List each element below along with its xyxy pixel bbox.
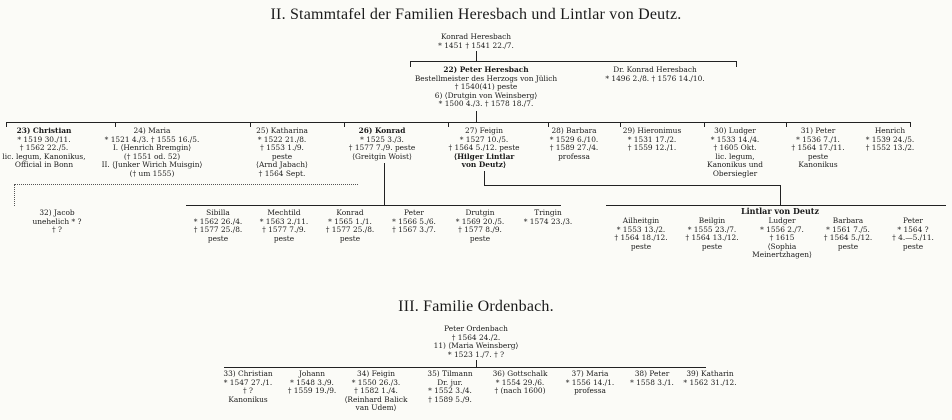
name: 29) Hieronimus xyxy=(622,126,682,135)
birth: * 1522 21./8. xyxy=(257,134,307,144)
tick xyxy=(448,122,449,127)
birth: * 1525 3./3. xyxy=(360,134,404,144)
line-children-bar xyxy=(6,122,910,123)
birth: * 1552 3./4. xyxy=(428,386,472,396)
name: 32) Jacob xyxy=(39,208,75,217)
person-konrad-jr xyxy=(326,209,375,243)
note: Official in Bonn xyxy=(14,160,74,170)
dates: * 1521 4./3. † 1555 16./5. xyxy=(104,134,200,144)
birth: unehelich * ? xyxy=(32,216,82,226)
tick xyxy=(620,122,621,127)
name: Tringin xyxy=(534,208,562,217)
death: † 1559 12./1. xyxy=(627,143,677,153)
line-to-drkonrad xyxy=(736,61,737,67)
note: peste xyxy=(469,233,491,243)
name: Ailheitgin xyxy=(622,216,660,225)
person-feigin xyxy=(448,127,519,170)
person-ludger-lintlar xyxy=(752,217,812,260)
note: Kanonikus xyxy=(228,394,268,404)
person-ailheitgin xyxy=(614,217,667,251)
death: † 1605 Okt. xyxy=(713,143,757,153)
birth: * 1562 26./4. xyxy=(193,216,243,226)
death: † 1552 13./2. xyxy=(865,143,915,153)
line-lintlar-down xyxy=(780,185,781,205)
death: † 4.—5./11. xyxy=(892,233,934,243)
note: peste xyxy=(271,151,293,161)
note: peste xyxy=(701,241,723,251)
birth: * 1569 20./5. xyxy=(455,216,505,226)
person-maria-ordenbach xyxy=(566,370,615,396)
name: 38) Peter xyxy=(634,369,670,378)
name: 28) Barbara xyxy=(551,126,597,135)
tick xyxy=(704,122,705,127)
name: Barbara xyxy=(832,216,864,225)
line-konrad-children-bar xyxy=(186,205,561,206)
person-peter-lintlar xyxy=(892,217,934,251)
person-ludger xyxy=(707,127,763,179)
person-peter-31 xyxy=(791,127,844,170)
line-root-bar xyxy=(410,61,736,62)
person-beilgin xyxy=(685,217,738,251)
tick xyxy=(115,122,116,127)
birth: * 1553 13./2. xyxy=(616,224,666,234)
birth: * 1555 23./7. xyxy=(687,224,737,234)
note: lic. legum, xyxy=(715,151,755,161)
spouse: ⟨Hilger Lintlar xyxy=(453,151,515,161)
person-hieronimus xyxy=(623,127,682,153)
person-konrad xyxy=(349,127,415,161)
spouse: ⟨Arnd Jabach⟩ xyxy=(256,160,308,170)
name: 23) Christian xyxy=(16,126,72,135)
person-johann-ordenbach xyxy=(288,370,337,396)
name: 37) Maria xyxy=(571,369,609,378)
spouse-death: († 1551 od. 52) xyxy=(123,151,181,161)
note: professa xyxy=(574,386,606,396)
birth: * 1533 14./4. xyxy=(710,134,760,144)
person-drutgin xyxy=(456,209,505,243)
death: † 1564 18./12. xyxy=(614,233,668,243)
birth: * 1519 30./11. xyxy=(17,134,71,144)
person-christian xyxy=(2,127,85,170)
name: 25) Katharina xyxy=(256,126,308,135)
spouse: von Deutz⟩ xyxy=(461,160,507,170)
spouse: 11) ⟨Maria Weinsberg⟩ xyxy=(433,341,519,351)
person-christian-ordenbach xyxy=(223,370,272,404)
name: 27) Feigin xyxy=(465,126,503,135)
birth: * 1565 1./1. xyxy=(328,216,372,226)
person-dr-konrad-heresbach xyxy=(605,66,704,83)
birth: * 1564 ? xyxy=(897,224,929,234)
note: peste xyxy=(339,233,361,243)
name: Ludger xyxy=(768,216,796,225)
note: peste xyxy=(902,241,924,251)
person-mechtild xyxy=(260,209,309,243)
death: † 1577 25./8. xyxy=(325,225,375,235)
spouse: van Udem⟩ xyxy=(355,403,397,413)
note: lic. legum, Kanonikus, xyxy=(2,151,86,161)
note: peste xyxy=(273,233,295,243)
birth: * 1548 3./9. xyxy=(290,377,334,387)
person-peter-heresbach xyxy=(415,66,557,109)
birth: * 1558 3./1. xyxy=(630,377,674,387)
name: 30) Ludger xyxy=(714,126,756,135)
line-konrad-down xyxy=(384,163,385,205)
tick xyxy=(250,122,251,127)
note: Kanonikus und xyxy=(707,160,763,170)
dates: * 1496 2./8. † 1576 14./10. xyxy=(605,73,705,83)
person-katharina xyxy=(256,127,308,179)
spouse: ⟨Reinhard Balick xyxy=(344,394,408,404)
death: † 1615 xyxy=(769,233,795,243)
birth: * 1556 2./7. xyxy=(760,224,804,234)
name: 35) Tilmann xyxy=(427,369,473,378)
person-konrad-heresbach xyxy=(438,33,514,50)
name: Henrich xyxy=(874,126,906,135)
death: † 1540(41) peste xyxy=(454,82,518,92)
birth: * 1536 7./1. xyxy=(796,134,840,144)
person-gottschalk-ordenbach xyxy=(493,370,548,396)
spouse: ⟨Sophia xyxy=(767,241,797,251)
birth: * 1531 17./2. xyxy=(627,134,677,144)
title: Dr. jur. xyxy=(437,377,463,387)
death: † 1564 5./12. peste xyxy=(448,143,520,153)
name: Konrad xyxy=(336,208,364,217)
death: † 1564 5./12. xyxy=(823,233,873,243)
name: Dr. Konrad Heresbach xyxy=(613,65,697,74)
name: 31) Peter xyxy=(800,126,836,135)
death: † 1582 1./4. xyxy=(354,386,398,396)
name: Mechtild xyxy=(267,208,301,217)
birth: * 1566 5./6. xyxy=(392,216,436,226)
line-lintlar-bar xyxy=(606,205,946,206)
note: Kanonikus xyxy=(798,160,838,170)
section2-title: II. Stammtafel der Familien Heresbach und Lintlar von Deutz. xyxy=(270,6,682,23)
death: † 1564 13./12. xyxy=(685,233,739,243)
person-barbara xyxy=(550,127,599,161)
birth: * 1574 23./3. xyxy=(523,216,573,226)
birth: * 1556 14./1. xyxy=(565,377,615,387)
tick xyxy=(786,122,787,127)
death: † 1559 19./9. xyxy=(287,386,337,396)
birth: * 1554 29./6. xyxy=(495,377,545,387)
death: † (nach 1600) xyxy=(494,386,546,396)
name: 36) Gottschalk xyxy=(492,369,548,378)
section3-title: III. Familie Ordenbach. xyxy=(398,298,554,315)
birth: * 1561 7./5. xyxy=(826,224,870,234)
person-henrich xyxy=(866,127,915,153)
spouse-dates: * 1523 1./7. † ? xyxy=(447,349,505,359)
line-to-peter xyxy=(410,61,411,67)
line-peter-down xyxy=(476,111,477,122)
occupation: Bestellmeister des Herzogs von Jülich xyxy=(414,73,558,83)
spouse: 6) ⟨Drutgin von Weinsberg⟩ xyxy=(434,90,538,100)
line-feigin-right xyxy=(484,185,780,186)
name: 22) Peter Heresbach xyxy=(443,65,529,74)
spouse-dates: * 1500 4./3. † 1578 18./7. xyxy=(438,99,534,109)
spouse-death: († um 1555) xyxy=(129,168,175,178)
person-barbara-lintlar xyxy=(824,217,873,251)
name: 26) Konrad xyxy=(358,126,406,135)
death: † 1567 3./7. xyxy=(392,225,436,235)
name: Beilgin xyxy=(698,216,726,225)
name: Peter xyxy=(404,208,424,217)
note: Obersiegler xyxy=(712,168,758,178)
spouse-death: † 1564 Sept. xyxy=(258,168,306,178)
person-jacob xyxy=(32,209,81,235)
line-ordenbach-bar xyxy=(224,367,706,368)
tick xyxy=(6,122,7,127)
name: Drutgin xyxy=(465,208,495,217)
name: Peter Ordenbach xyxy=(444,324,508,333)
spouse: ⟨Greitgin Woist⟩ xyxy=(352,151,412,161)
person-peter-ordenbach-jr xyxy=(630,370,674,387)
death: † 1577 7./9. peste xyxy=(348,143,416,153)
name: 39) Katharin xyxy=(686,369,734,378)
death: † ? xyxy=(51,225,63,235)
death: † 1564 17./11. xyxy=(791,143,845,153)
birth: * 1563 2./11. xyxy=(259,216,309,226)
note: peste xyxy=(807,151,829,161)
name: Konrad Heresbach xyxy=(440,32,512,41)
birth: * 1527 10./5. xyxy=(459,134,509,144)
death: † 1553 1./9. xyxy=(260,143,304,153)
death: † ? xyxy=(242,386,253,396)
tick xyxy=(548,122,549,127)
line-feigin-down xyxy=(484,171,485,185)
note: professa xyxy=(558,151,590,161)
name: 24) Maria xyxy=(133,126,171,135)
person-tilmann-ordenbach xyxy=(427,370,472,404)
person-peter-ordenbach xyxy=(434,325,519,359)
spouse: II. ⟨Junker Wirich Muisgin⟩ xyxy=(101,160,203,170)
birth: * 1562 31./12. xyxy=(683,377,737,387)
name: Johann xyxy=(298,369,326,378)
death: † 1577 8./9. xyxy=(458,225,502,235)
birth: * 1547 27./1. xyxy=(223,377,273,387)
spouse: I. ⟨Henrich Bremgin⟩ xyxy=(112,143,192,153)
name: 33) Christian xyxy=(223,369,273,378)
person-peter-jr xyxy=(392,209,436,235)
name: Peter xyxy=(903,216,923,225)
death: † 1577 7./9. xyxy=(262,225,306,235)
line-root-down xyxy=(476,51,477,61)
person-katharin-ordenbach xyxy=(683,370,736,387)
tick xyxy=(344,122,345,127)
note: peste xyxy=(207,233,229,243)
birth: * 1539 24./5. xyxy=(865,134,915,144)
name: Sibilla xyxy=(206,208,230,217)
dotted-jacob-bar xyxy=(14,184,358,185)
dates: * 1451 † 1541 22./7. xyxy=(438,40,514,50)
line-ordenbach-down xyxy=(476,360,477,367)
note: peste xyxy=(837,241,859,251)
death: † 1564 24./2. xyxy=(451,332,501,342)
birth: * 1529 6./10. xyxy=(549,134,599,144)
death: † 1589 5./9. xyxy=(428,394,472,404)
dotted-jacob-down xyxy=(14,184,15,206)
person-sibilla xyxy=(194,209,243,243)
name: 34) Feigin xyxy=(357,369,395,378)
person-tringin xyxy=(524,209,573,226)
lintlar-label: Lintlar von Deutz xyxy=(740,206,820,216)
spouse: Meinertzhagen⟩ xyxy=(752,250,812,260)
note: peste xyxy=(630,241,652,251)
person-feigin-ordenbach xyxy=(345,370,408,413)
death: † 1562 22./5. xyxy=(19,143,69,153)
death: † 1589 27./4. xyxy=(549,143,599,153)
death: † 1577 25./8. xyxy=(193,225,243,235)
person-maria xyxy=(102,127,203,179)
birth: * 1550 26./3. xyxy=(351,377,401,387)
tick xyxy=(910,122,911,127)
